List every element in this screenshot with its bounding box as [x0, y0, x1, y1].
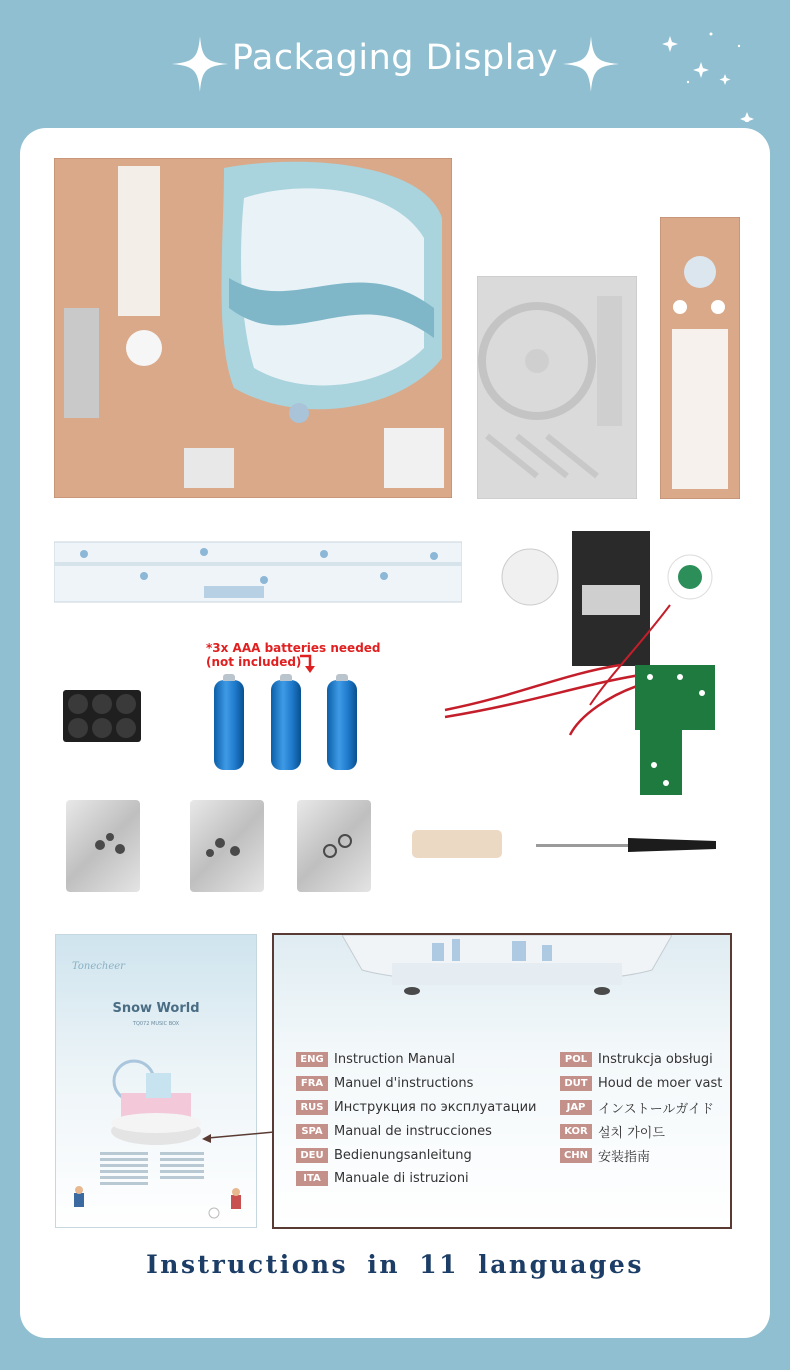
- language-row-fra: [296, 1075, 473, 1091]
- battery-note-arrow-icon: [298, 652, 322, 676]
- manual-language-lines: [100, 1152, 212, 1186]
- language-row-chn: [560, 1147, 650, 1163]
- language-row-pol: [560, 1051, 713, 1067]
- language-name: Houd de moer vast: [598, 1075, 723, 1091]
- language-code: POL: [560, 1052, 592, 1067]
- language-name: Manuale di istruzioni: [334, 1170, 469, 1186]
- grey-board: [477, 276, 637, 499]
- battery-1: [214, 680, 244, 770]
- sanding-block: [412, 830, 502, 858]
- language-code: FRA: [296, 1076, 328, 1091]
- wood-board-narrow: [660, 217, 740, 499]
- music-box-base-image: [342, 935, 672, 997]
- header: [0, 0, 790, 125]
- rubber-feet: [63, 690, 141, 742]
- snowflake-strip: [54, 536, 462, 608]
- page-title: Packaging Display: [231, 38, 559, 78]
- language-row-rus: [296, 1099, 536, 1115]
- wood-board-main: [54, 158, 452, 498]
- pointer-arrow-icon: [200, 1128, 276, 1144]
- language-code: JAP: [560, 1100, 592, 1115]
- language-name: 安装指南: [598, 1149, 651, 1165]
- language-code: SPA: [296, 1124, 328, 1139]
- language-name: Инструкция по эксплуатации: [334, 1099, 537, 1115]
- manual-brand: Tonecheer: [72, 961, 125, 972]
- languages-panel: [272, 933, 732, 1229]
- language-name: Bedienungsanleitung: [334, 1147, 472, 1163]
- music-box-illustration: [106, 1043, 206, 1153]
- battery-note-line1: *3x AAA batteries needed: [206, 641, 381, 655]
- language-name: Instruction Manual: [334, 1051, 455, 1067]
- language-row-ita: [296, 1170, 469, 1186]
- language-row-spa: [296, 1123, 492, 1139]
- skier-figures: [66, 1185, 246, 1223]
- language-row-jap: [560, 1099, 714, 1115]
- language-code: DEU: [296, 1148, 328, 1163]
- battery-note: [206, 641, 381, 669]
- battery-note-line2: (not included): [206, 655, 302, 669]
- language-name: Manuel d'instructions: [334, 1075, 474, 1091]
- language-name: 설치 가이드: [598, 1125, 665, 1141]
- language-name: Manual de instrucciones: [334, 1123, 492, 1139]
- small-stars-decoration: [655, 22, 755, 122]
- language-code: CHN: [560, 1148, 592, 1163]
- language-code: ITA: [296, 1171, 328, 1186]
- manual-cover: [55, 934, 257, 1228]
- battery-3: [327, 680, 357, 770]
- sparkle-icon-right: [563, 36, 619, 92]
- language-row-kor: [560, 1123, 665, 1139]
- electronics-assembly: [440, 525, 740, 810]
- language-name: インストールガイド: [598, 1101, 714, 1117]
- screws-icon: [80, 825, 410, 865]
- battery-2: [271, 680, 301, 770]
- language-row-dut: [560, 1075, 722, 1091]
- language-row-deu: [296, 1147, 472, 1163]
- language-row-eng: [296, 1051, 455, 1067]
- footer-caption: Instructions in 11 languages: [146, 1250, 644, 1279]
- manual-title: Snow World: [112, 1001, 200, 1016]
- language-name: Instrukcja obsługi: [598, 1051, 713, 1067]
- language-code: KOR: [560, 1124, 592, 1139]
- language-code: ENG: [296, 1052, 328, 1067]
- language-code: RUS: [296, 1100, 328, 1115]
- screwdriver-icon: [536, 832, 720, 858]
- manual-subtitle: TQ072 MUSIC BOX: [132, 1021, 180, 1027]
- language-code: DUT: [560, 1076, 592, 1091]
